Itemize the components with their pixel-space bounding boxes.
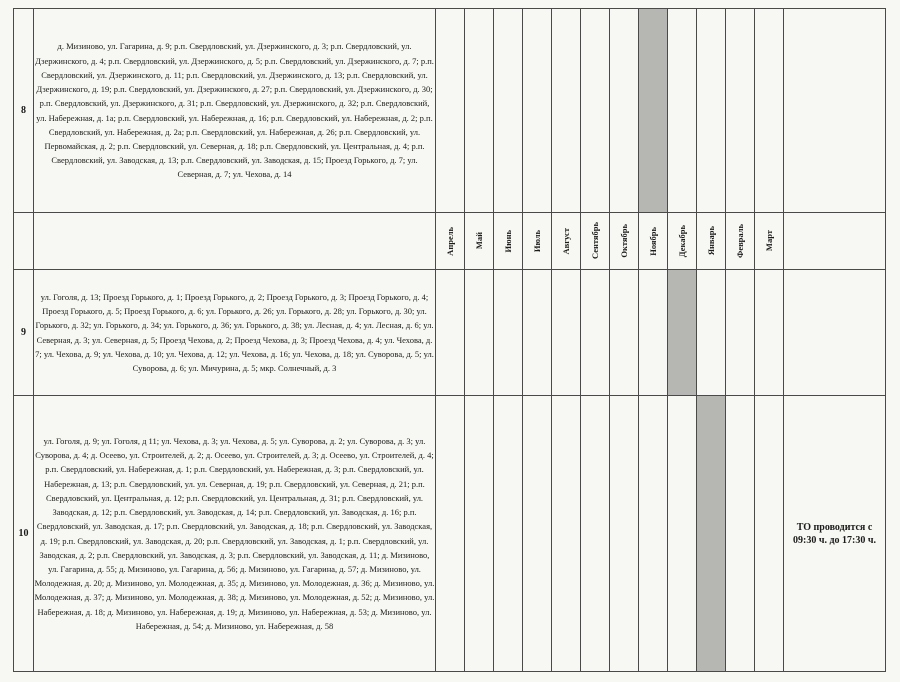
month-header-february: Февраль bbox=[726, 213, 755, 270]
month-header-november: Ноябрь bbox=[639, 213, 668, 270]
month-header-january: Январь bbox=[697, 213, 726, 270]
month-cell bbox=[581, 270, 610, 396]
table-row bbox=[14, 9, 886, 213]
month-cell bbox=[494, 270, 523, 396]
month-cell bbox=[639, 396, 668, 672]
month-header-august: Август bbox=[552, 213, 581, 270]
month-cell bbox=[697, 9, 726, 213]
month-cell bbox=[755, 9, 784, 213]
address-list: ул. Гоголя, д. 13; Проезд Горького, д. 1; Проезд Горького, д. 2; Проезд Горького, д. 3; Проезд Горького, д. 4; Проезд Горького, д. 5; Проезд Горького, д. 6; ул. Горького, д. 26; ул. Горького, д. 28; ул. Горького, д. 30; ул. Горького, д. 32; ул. Горького, д. 34; ул. Горького, д. 36; ул. Горького, д. 38; ул. Лесная, д. 4; ул. Лесная, д. 6; ул. Северная, д. 3; ул. Северная, д. 5; Проезд Чехова, д. 2; Проезд Чехова, д. 3; Проезд Чехова, д. 4; ул. Чехова, д. 7; ул. Чехова, д. 9; ул. Чехова, д. 10; ул. Чехова, д. 12; ул. Чехова, д. 16; ул. Чехова, д. 18; ул. Суворова, д. 5; ул. Суворова, д. 6; ул. Мичурина, д. 5; мкр. Солнечный, д. 3 bbox=[34, 270, 436, 396]
month-cell bbox=[465, 270, 494, 396]
month-cell bbox=[436, 9, 465, 213]
maintenance-hours-note: ТО проводится с 09:30 ч. до 17:30 ч. bbox=[784, 396, 886, 672]
month-header-september: Сентябрь bbox=[581, 213, 610, 270]
month-cell bbox=[436, 396, 465, 672]
address-list: д. Мизиново, ул. Гагарина, д. 9; р.п. Свердловский, ул. Дзержинского, д. 3; р.п. Свердловский, ул. Дзержинского, д. 4; р.п. Свердловский, ул. Дзержинского, д. 5; р.п. Свердловский, ул. Дзержинского, д. 7; р.п. Свердловский, ул. Дзержинского, д. 11; р.п. Свердловский, ул. Дзержинского, д. 13; р.п. Свердловский, ул. Дзержинского, д. 19; р.п. Свердловский, ул. Дзержинского, д. 27; р.п. Свердловский, ул. Дзержинского, д. 30; р.п. Свердловский, ул. Дзержинского, д. 31; р.п. Свердловский, ул. Дзержинского, д. 32; р.п. Свердловский, ул. Набережная, д. 1а; р.п. Свердловский, ул. Набережная, д. 16; р.п. Свердловский, ул. Набережная, д. 2; р.п. Свердловский, ул. Набережная, д. 2а; р.п. Свердловский, ул. Набережная, д. 26; р.п. Свердловский, ул. Первомайская, д. 2; р.п. Свердловский, ул. Северная, д. 18; р.п. Свердловский, ул. Центральная, д. 4; р.п. Свердловский, ул. Заводская, д. 13; р.п. Свердловский, ул. Заводская, д. 15; Проезд Горького, д. 7; ул. Северная, д. 7; ул. Чехова, д. 14 bbox=[34, 9, 436, 213]
note-cell bbox=[784, 270, 886, 396]
month-cell bbox=[610, 396, 639, 672]
month-cell bbox=[523, 9, 552, 213]
row-number: 8 bbox=[14, 9, 34, 213]
month-cell bbox=[726, 396, 755, 672]
row-number: 9 bbox=[14, 270, 34, 396]
month-cell bbox=[610, 270, 639, 396]
month-cell bbox=[465, 9, 494, 213]
month-cell bbox=[581, 9, 610, 213]
month-cell bbox=[610, 9, 639, 213]
month-header-april: Апрель bbox=[436, 213, 465, 270]
month-cell bbox=[697, 270, 726, 396]
month-cell bbox=[581, 396, 610, 672]
month-header-october: Октябрь bbox=[610, 213, 639, 270]
month-cell bbox=[639, 9, 668, 213]
month-header-march: Март bbox=[755, 213, 784, 270]
header-blank bbox=[34, 213, 436, 270]
month-header-may: Май bbox=[465, 213, 494, 270]
table-row bbox=[14, 270, 886, 396]
month-cell bbox=[668, 396, 697, 672]
month-cell bbox=[494, 9, 523, 213]
month-header-july: Июль bbox=[523, 213, 552, 270]
month-cell bbox=[523, 270, 552, 396]
month-cell bbox=[755, 270, 784, 396]
row-number: 10 bbox=[14, 396, 34, 672]
month-cell bbox=[639, 270, 668, 396]
month-cell bbox=[726, 270, 755, 396]
month-header-june: Июнь bbox=[494, 213, 523, 270]
month-cell bbox=[523, 396, 552, 672]
table-row bbox=[14, 396, 886, 672]
note-cell bbox=[784, 9, 886, 213]
month-header-december: Декабрь bbox=[668, 213, 697, 270]
month-cell bbox=[697, 396, 726, 672]
month-cell bbox=[465, 396, 494, 672]
month-cell bbox=[494, 396, 523, 672]
month-cell bbox=[436, 270, 465, 396]
header-blank bbox=[14, 213, 34, 270]
month-cell bbox=[552, 396, 581, 672]
header-blank bbox=[784, 213, 886, 270]
month-header-row bbox=[14, 213, 886, 270]
month-cell bbox=[668, 9, 697, 213]
month-cell bbox=[552, 9, 581, 213]
month-cell bbox=[552, 270, 581, 396]
address-list: ул. Гоголя, д. 9; ул. Гоголя, д 11; ул. Чехова, д. 3; ул. Чехова, д. 5; ул. Суворова, д. 2; ул. Суворова, д. 3; ул. Суворова, д. 4; д. Осеево, ул. Строителей, д. 2; д. Осеево, ул. Строителей, д. 3; д. Осеево, ул. Строителей, д. 4; р.п. Свердловский, ул. Набережная, д. 1; р.п. Свердловский, ул. Набережная, д. 3; р.п. Свердловский, ул. Набережная, д. 13; р.п. Свердловский, ул. ул. Северная, д. 19; р.п. Свердловский, ул. Северная, д. 21; р.п. Свердловский, ул. Центральная, д. 12; р.п. Свердловский, ул. Центральная, д. 31; р.п. Свердловский, ул. Заводская, д. 12; р.п. Свердловский, ул. Заводская, д. 14; р.п. Свердловский, ул. Заводская, д. 16; р.п. Свердловский, ул. Заводская, д. 17; р.п. Свердловский, ул. Заводская, д. 18; р.п. Свердловский, ул. Заводская, д. 19; р.п. Свердловский, ул. Заводская, д. 20; р.п. Свердловский, ул. Заводская, д. 1; р.п. Свердловский, ул. Заводская, д. 2; р.п. Свердловский, ул. Заводская, д. 3; р.п. Свердловский, ул. Заводская, д. 11; д. Мизиново, ул. Гагарина, д. 55; д. Мизиново, ул. Гагарина, д. 56; д. Мизиново, ул. Гагарина, д. 57; д. Мизиново, ул. Молодежная, д. 20; д. Мизиново, ул. Молодежная, д. 35; д. Мизиново, ул. Молодежная, д. 36; д. Мизиново, ул. Молодежная, д. 37; д. Мизиново, ул. Молодежная, д. 38; д. Мизиново, ул. Молодежная, д. 52; д. Мизиново, ул. Набережная, д. 18; д. Мизиново, ул. Набережная, д. 19; д. Мизиново, ул. Набережная, д. 53; д. Мизиново, ул. Набережная, д. 54; д. Мизиново, ул. Набережная, д. 58 bbox=[34, 396, 436, 672]
maintenance-schedule-table bbox=[13, 8, 886, 672]
month-cell bbox=[755, 396, 784, 672]
month-cell bbox=[726, 9, 755, 213]
month-cell bbox=[668, 270, 697, 396]
